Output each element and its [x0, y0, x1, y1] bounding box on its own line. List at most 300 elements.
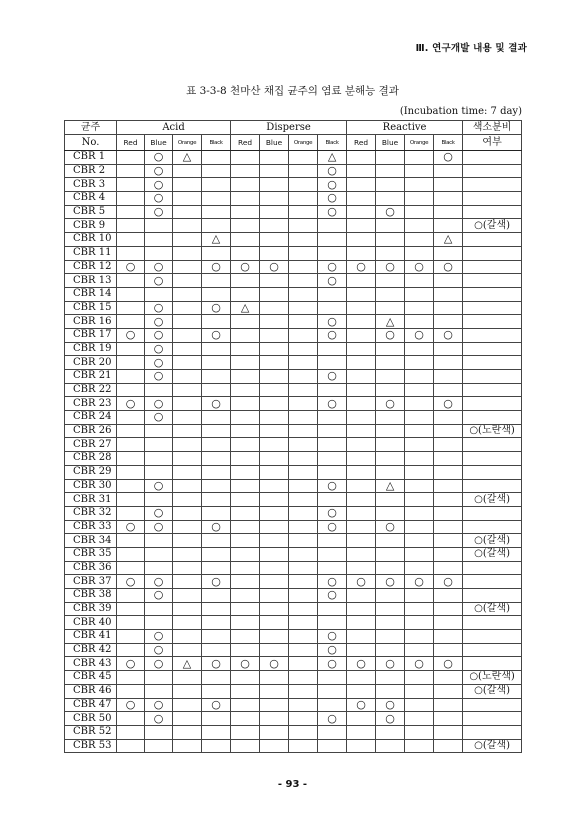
result-cell-reactive-red: [347, 411, 376, 425]
strain-name: CBR 9: [65, 219, 117, 233]
pigment-note: [463, 260, 522, 274]
result-cell-disperse-blue: [260, 684, 289, 698]
strain-name: CBR 34: [65, 534, 117, 548]
result-cell-acid-red: [117, 589, 145, 603]
result-cell-disperse-red: [231, 274, 260, 288]
result-cell-acid-black: ○: [202, 301, 231, 315]
result-cell-reactive-red: [347, 712, 376, 726]
result-cell-disperse-blue: [260, 520, 289, 534]
pigment-note: [463, 575, 522, 589]
result-cell-acid-orange: [173, 589, 202, 603]
pigment-note: [463, 151, 522, 165]
result-cell-acid-black: [202, 643, 231, 657]
table-row: [65, 356, 522, 370]
result-cell-reactive-black: ○: [434, 397, 463, 411]
result-cell-reactive-orange: [405, 465, 434, 479]
result-cell-acid-black: [202, 219, 231, 233]
result-cell-acid-blue: ○: [145, 342, 173, 356]
result-cell-reactive-orange: [405, 643, 434, 657]
strain-name: CBR 4: [65, 192, 117, 206]
result-cell-reactive-orange: [405, 547, 434, 561]
result-cell-disperse-black: [318, 424, 347, 438]
result-cell-reactive-red: ○: [347, 575, 376, 589]
result-cell-disperse-blue: [260, 370, 289, 384]
result-cell-disperse-blue: [260, 465, 289, 479]
result-cell-acid-red: [117, 246, 145, 260]
result-cell-reactive-blue: ○: [376, 575, 405, 589]
result-cell-acid-red: [117, 534, 145, 548]
result-cell-acid-black: [202, 370, 231, 384]
result-cell-reactive-red: [347, 643, 376, 657]
table-row: [65, 260, 522, 274]
result-cell-acid-orange: [173, 712, 202, 726]
result-cell-disperse-blue: [260, 315, 289, 329]
result-cell-disperse-black: ○: [318, 260, 347, 274]
result-cell-disperse-orange: [289, 616, 318, 630]
result-cell-reactive-red: [347, 671, 376, 685]
result-cell-disperse-black: ○: [318, 205, 347, 219]
result-cell-disperse-blue: [260, 534, 289, 548]
result-cell-disperse-orange: [289, 643, 318, 657]
result-cell-disperse-blue: [260, 616, 289, 630]
result-cell-reactive-orange: [405, 438, 434, 452]
result-cell-disperse-orange: [289, 589, 318, 603]
result-cell-disperse-black: [318, 534, 347, 548]
result-cell-acid-black: ○: [202, 698, 231, 712]
strain-name: CBR 33: [65, 520, 117, 534]
result-cell-acid-red: [117, 506, 145, 520]
strain-name: CBR 53: [65, 739, 117, 753]
result-cell-reactive-black: [434, 411, 463, 425]
result-cell-acid-blue: ○: [145, 589, 173, 603]
result-cell-disperse-red: [231, 698, 260, 712]
result-cell-acid-orange: [173, 534, 202, 548]
result-cell-disperse-orange: [289, 547, 318, 561]
result-cell-disperse-orange: [289, 287, 318, 301]
result-cell-reactive-blue: [376, 452, 405, 466]
result-cell-disperse-red: [231, 506, 260, 520]
color-header-acid-orange: Orange: [173, 135, 202, 151]
result-cell-disperse-orange: [289, 356, 318, 370]
result-cell-disperse-black: ○: [318, 479, 347, 493]
result-cell-acid-orange: [173, 725, 202, 739]
result-cell-disperse-black: ○: [318, 192, 347, 206]
pigment-note: [463, 246, 522, 260]
result-cell-reactive-blue: [376, 246, 405, 260]
result-cell-disperse-orange: [289, 534, 318, 548]
result-cell-disperse-red: [231, 342, 260, 356]
result-cell-acid-blue: [145, 561, 173, 575]
result-cell-disperse-black: [318, 684, 347, 698]
result-cell-acid-orange: [173, 465, 202, 479]
result-cell-disperse-orange: [289, 493, 318, 507]
result-cell-disperse-black: [318, 287, 347, 301]
color-header-reactive-black: Black: [434, 135, 463, 151]
result-cell-reactive-blue: [376, 383, 405, 397]
result-cell-acid-red: [117, 465, 145, 479]
result-cell-reactive-blue: [376, 739, 405, 753]
result-cell-disperse-black: [318, 233, 347, 247]
result-cell-acid-black: ○: [202, 328, 231, 342]
result-cell-reactive-black: [434, 164, 463, 178]
strain-name: CBR 32: [65, 506, 117, 520]
result-cell-disperse-red: [231, 233, 260, 247]
result-cell-reactive-red: [347, 739, 376, 753]
result-cell-acid-orange: [173, 479, 202, 493]
result-cell-acid-orange: [173, 233, 202, 247]
result-cell-disperse-blue: [260, 739, 289, 753]
result-cell-reactive-orange: [405, 479, 434, 493]
result-cell-acid-red: ○: [117, 260, 145, 274]
table-row: [65, 315, 522, 329]
result-cell-reactive-black: [434, 465, 463, 479]
result-cell-acid-orange: [173, 493, 202, 507]
result-cell-reactive-black: [434, 178, 463, 192]
result-cell-disperse-red: [231, 246, 260, 260]
result-cell-disperse-blue: [260, 219, 289, 233]
result-cell-disperse-red: [231, 151, 260, 165]
color-header-reactive-red: Red: [347, 135, 376, 151]
result-cell-acid-orange: [173, 643, 202, 657]
strain-name: CBR 28: [65, 452, 117, 466]
table-row: [65, 602, 522, 616]
result-cell-disperse-blue: [260, 575, 289, 589]
pigment-note: [463, 164, 522, 178]
strain-name: CBR 47: [65, 698, 117, 712]
result-cell-acid-black: [202, 315, 231, 329]
result-cell-acid-orange: [173, 671, 202, 685]
strain-name: CBR 27: [65, 438, 117, 452]
color-header-disperse-orange: Orange: [289, 135, 318, 151]
strain-name: CBR 31: [65, 493, 117, 507]
result-cell-reactive-blue: [376, 602, 405, 616]
result-cell-disperse-orange: [289, 739, 318, 753]
result-cell-acid-orange: [173, 575, 202, 589]
result-cell-acid-red: ○: [117, 698, 145, 712]
result-cell-reactive-black: [434, 534, 463, 548]
result-cell-disperse-black: [318, 301, 347, 315]
result-cell-disperse-red: [231, 438, 260, 452]
pigment-note: [463, 287, 522, 301]
result-cell-reactive-blue: [376, 547, 405, 561]
pigment-note: [463, 370, 522, 384]
table-row: [65, 411, 522, 425]
result-cell-reactive-black: [434, 712, 463, 726]
result-cell-reactive-blue: ○: [376, 657, 405, 671]
table-row: [65, 575, 522, 589]
result-cell-disperse-orange: [289, 424, 318, 438]
result-cell-disperse-red: [231, 328, 260, 342]
result-cell-disperse-red: ○: [231, 657, 260, 671]
strain-name: CBR 13: [65, 274, 117, 288]
result-cell-reactive-red: [347, 205, 376, 219]
result-cell-reactive-black: ○: [434, 260, 463, 274]
result-cell-acid-black: ○: [202, 657, 231, 671]
result-cell-disperse-orange: [289, 219, 318, 233]
result-cell-disperse-blue: [260, 602, 289, 616]
strain-name: CBR 52: [65, 725, 117, 739]
result-cell-reactive-black: [434, 315, 463, 329]
table-row: [65, 684, 522, 698]
result-cell-reactive-red: [347, 370, 376, 384]
result-cell-disperse-blue: [260, 287, 289, 301]
result-cell-acid-blue: ○: [145, 328, 173, 342]
result-cell-disperse-red: [231, 684, 260, 698]
result-cell-reactive-black: [434, 438, 463, 452]
result-cell-reactive-blue: [376, 178, 405, 192]
result-cell-acid-blue: ○: [145, 506, 173, 520]
result-cell-disperse-black: ○: [318, 643, 347, 657]
result-cell-acid-black: [202, 274, 231, 288]
result-cell-reactive-black: [434, 219, 463, 233]
strain-name: CBR 21: [65, 370, 117, 384]
result-cell-disperse-blue: [260, 328, 289, 342]
result-cell-disperse-black: [318, 602, 347, 616]
result-cell-disperse-red: [231, 739, 260, 753]
result-cell-acid-red: [117, 342, 145, 356]
color-header-reactive-orange: Orange: [405, 135, 434, 151]
result-cell-reactive-black: [434, 493, 463, 507]
result-cell-reactive-blue: [376, 274, 405, 288]
table-row: [65, 205, 522, 219]
result-cell-disperse-blue: [260, 424, 289, 438]
pigment-note: ○(갈색): [463, 602, 522, 616]
result-cell-acid-orange: [173, 602, 202, 616]
result-cell-acid-black: [202, 547, 231, 561]
result-cell-reactive-blue: [376, 356, 405, 370]
result-cell-acid-red: [117, 301, 145, 315]
result-cell-disperse-orange: [289, 698, 318, 712]
result-cell-reactive-black: [434, 342, 463, 356]
strain-name: CBR 24: [65, 411, 117, 425]
result-cell-acid-black: [202, 630, 231, 644]
table-row: [65, 630, 522, 644]
page-number: - 93 -: [277, 779, 308, 790]
pigment-note: ○(갈색): [463, 547, 522, 561]
table-row: [65, 547, 522, 561]
table-row: [65, 192, 522, 206]
result-cell-disperse-blue: [260, 506, 289, 520]
strain-name: CBR 1: [65, 151, 117, 165]
result-cell-reactive-orange: [405, 342, 434, 356]
result-cell-acid-orange: [173, 616, 202, 630]
result-cell-reactive-orange: [405, 452, 434, 466]
result-cell-acid-red: [117, 671, 145, 685]
pigment-note: [463, 725, 522, 739]
result-cell-reactive-black: [434, 301, 463, 315]
result-cell-disperse-black: [318, 438, 347, 452]
strain-name: CBR 36: [65, 561, 117, 575]
table-row: [65, 698, 522, 712]
result-cell-acid-orange: [173, 274, 202, 288]
result-cell-reactive-orange: [405, 219, 434, 233]
result-cell-acid-black: [202, 493, 231, 507]
pigment-note: ○(갈색): [463, 684, 522, 698]
result-cell-disperse-orange: [289, 164, 318, 178]
strain-name: CBR 22: [65, 383, 117, 397]
result-cell-acid-blue: ○: [145, 643, 173, 657]
result-cell-reactive-orange: [405, 397, 434, 411]
result-cell-reactive-red: [347, 274, 376, 288]
result-cell-acid-blue: ○: [145, 397, 173, 411]
result-cell-reactive-orange: [405, 589, 434, 603]
result-cell-reactive-black: [434, 547, 463, 561]
result-cell-acid-blue: [145, 725, 173, 739]
result-cell-reactive-orange: [405, 233, 434, 247]
result-cell-reactive-orange: [405, 356, 434, 370]
table-row: [65, 233, 522, 247]
result-cell-reactive-black: [434, 287, 463, 301]
pigment-note: [463, 506, 522, 520]
result-cell-reactive-blue: [376, 164, 405, 178]
result-cell-acid-orange: [173, 342, 202, 356]
result-cell-acid-orange: [173, 561, 202, 575]
result-cell-reactive-red: [347, 178, 376, 192]
table-row: [65, 465, 522, 479]
result-cell-reactive-black: [434, 356, 463, 370]
result-cell-disperse-black: ○: [318, 712, 347, 726]
strain-name: CBR 12: [65, 260, 117, 274]
pigment-note: [463, 479, 522, 493]
result-cell-acid-black: ○: [202, 397, 231, 411]
strain-name: CBR 46: [65, 684, 117, 698]
result-cell-acid-blue: [145, 465, 173, 479]
result-cell-acid-orange: [173, 411, 202, 425]
result-cell-reactive-blue: [376, 684, 405, 698]
table-header: [65, 121, 522, 151]
result-cell-acid-orange: [173, 506, 202, 520]
result-cell-reactive-black: [434, 684, 463, 698]
result-cell-acid-blue: ○: [145, 151, 173, 165]
result-cell-reactive-black: [434, 698, 463, 712]
result-cell-reactive-blue: [376, 219, 405, 233]
result-cell-acid-red: [117, 493, 145, 507]
result-cell-reactive-blue: [376, 561, 405, 575]
result-cell-disperse-red: [231, 411, 260, 425]
result-cell-disperse-red: [231, 493, 260, 507]
table-row: [65, 219, 522, 233]
result-cell-acid-black: [202, 506, 231, 520]
result-cell-reactive-black: [434, 671, 463, 685]
result-cell-acid-red: [117, 479, 145, 493]
pigment-note: [463, 520, 522, 534]
result-cell-disperse-blue: [260, 151, 289, 165]
result-cell-disperse-blue: [260, 178, 289, 192]
result-cell-reactive-orange: [405, 725, 434, 739]
result-cell-reactive-red: [347, 246, 376, 260]
result-cell-reactive-orange: [405, 712, 434, 726]
result-cell-acid-blue: [145, 534, 173, 548]
result-cell-acid-red: [117, 602, 145, 616]
result-cell-reactive-blue: [376, 301, 405, 315]
result-cell-acid-black: [202, 438, 231, 452]
table-row: [65, 520, 522, 534]
result-cell-acid-blue: [145, 246, 173, 260]
result-cell-acid-orange: [173, 397, 202, 411]
result-cell-acid-red: ○: [117, 575, 145, 589]
result-cell-disperse-red: [231, 575, 260, 589]
result-cell-acid-blue: ○: [145, 260, 173, 274]
table-body: [65, 151, 522, 753]
result-cell-disperse-blue: [260, 479, 289, 493]
table-row: [65, 328, 522, 342]
result-cell-disperse-blue: [260, 712, 289, 726]
result-cell-reactive-red: [347, 452, 376, 466]
result-cell-reactive-black: [434, 561, 463, 575]
result-cell-acid-blue: ○: [145, 657, 173, 671]
table-row: [65, 616, 522, 630]
result-cell-disperse-blue: [260, 164, 289, 178]
incubation-note: (Incubation time: 7 day): [399, 106, 522, 117]
result-cell-disperse-orange: [289, 205, 318, 219]
pigment-note: [463, 630, 522, 644]
result-cell-reactive-blue: ○: [376, 328, 405, 342]
result-cell-reactive-blue: [376, 465, 405, 479]
table-row: [65, 657, 522, 671]
result-cell-acid-black: [202, 151, 231, 165]
result-cell-acid-red: [117, 547, 145, 561]
result-cell-reactive-orange: [405, 493, 434, 507]
pigment-note: [463, 465, 522, 479]
result-cell-reactive-orange: [405, 315, 434, 329]
result-cell-reactive-orange: ○: [405, 575, 434, 589]
result-cell-reactive-orange: [405, 178, 434, 192]
section-header: Ⅲ. 연구개발 내용 및 결과: [415, 43, 527, 54]
result-cell-reactive-blue: ○: [376, 205, 405, 219]
result-cell-acid-black: [202, 178, 231, 192]
result-cell-disperse-black: [318, 342, 347, 356]
pigment-note: [463, 274, 522, 288]
strain-name: CBR 20: [65, 356, 117, 370]
result-cell-acid-orange: [173, 520, 202, 534]
result-cell-acid-blue: [145, 452, 173, 466]
table-row: [65, 287, 522, 301]
result-cell-acid-black: ○: [202, 575, 231, 589]
pigment-note: ○(갈색): [463, 739, 522, 753]
result-cell-disperse-red: [231, 534, 260, 548]
result-cell-disperse-red: [231, 397, 260, 411]
pigment-note: [463, 301, 522, 315]
result-cell-reactive-red: [347, 589, 376, 603]
result-cell-acid-blue: ○: [145, 274, 173, 288]
result-cell-disperse-red: [231, 178, 260, 192]
result-cell-reactive-blue: [376, 342, 405, 356]
result-cell-disperse-orange: [289, 328, 318, 342]
result-cell-reactive-black: ○: [434, 328, 463, 342]
result-cell-disperse-orange: [289, 383, 318, 397]
result-cell-acid-blue: ○: [145, 520, 173, 534]
result-cell-acid-orange: [173, 547, 202, 561]
table-row: [65, 506, 522, 520]
result-cell-reactive-red: [347, 424, 376, 438]
strain-name: CBR 2: [65, 164, 117, 178]
result-cell-reactive-black: [434, 616, 463, 630]
result-cell-disperse-red: [231, 315, 260, 329]
result-cell-reactive-red: [347, 233, 376, 247]
result-cell-acid-orange: [173, 630, 202, 644]
result-cell-disperse-blue: [260, 725, 289, 739]
result-cell-reactive-orange: [405, 246, 434, 260]
result-cell-disperse-orange: [289, 712, 318, 726]
strain-name: CBR 41: [65, 630, 117, 644]
result-cell-disperse-blue: [260, 246, 289, 260]
result-cell-acid-black: [202, 164, 231, 178]
result-cell-acid-black: ○: [202, 520, 231, 534]
result-cell-disperse-orange: [289, 301, 318, 315]
result-cell-reactive-orange: [405, 192, 434, 206]
pigment-note: [463, 657, 522, 671]
result-cell-reactive-red: [347, 164, 376, 178]
